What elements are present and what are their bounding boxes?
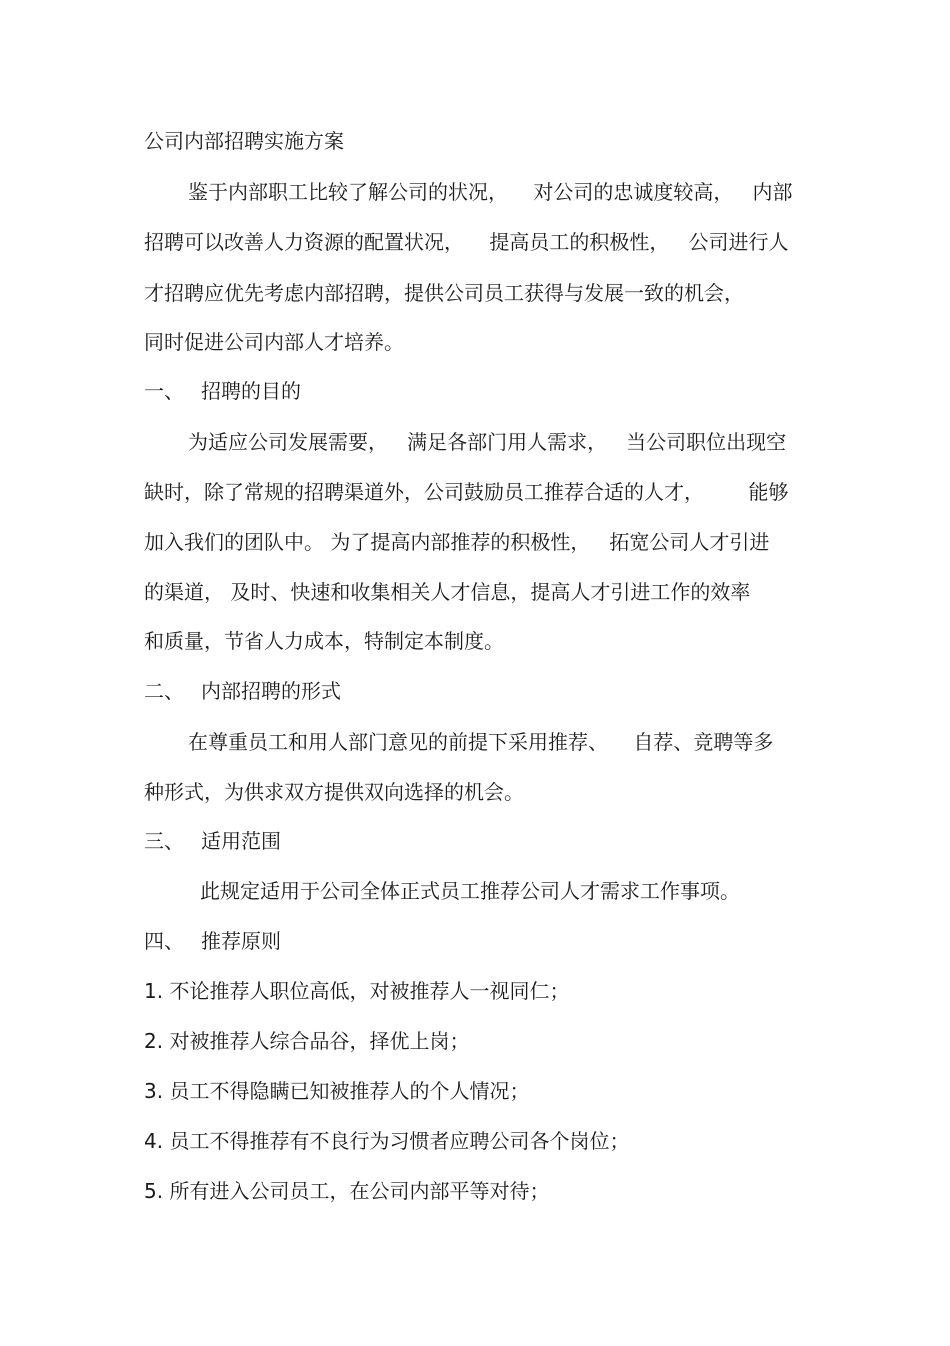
section-heading: 适用范围 [201,829,281,853]
section-number: 二、 [144,679,184,703]
paragraph-line: 的渠道， 及时、快速和收集相关人才信息，提高人才引进工作的效率 [144,580,751,604]
intro-line: 鉴于内部职工比较了解公司的状况， 对公司的忠诚度较高， 内部 [188,180,793,204]
intro-line: 同时促进公司内部人才培养。 [144,330,404,354]
paragraph-line: 此规定适用于公司全体正式员工推荐公司人才需求工作事项。 [200,879,740,903]
intro-line: 才招聘应优先考虑内部招聘，提供公司员工获得与发展一致的机会， [144,281,744,305]
paragraph-line: 缺时，除了常规的招聘渠道外，公司鼓励员工推荐合适的人才， 能够 [144,480,789,504]
section-heading: 推荐原则 [201,929,281,953]
list-item: 5. 所有进入公司员工，在公司内部平等对待； [144,1179,550,1203]
list-item: 2. 对被推荐人综合品谷，择优上岗； [144,1029,470,1053]
list-item: 1. 不论推荐人职位高低，对被推荐人一视同仁； [144,979,570,1003]
list-item: 4. 员工不得推荐有不良行为习惯者应聘公司各个岗位； [144,1129,630,1153]
section-heading: 招聘的目的 [201,379,301,403]
document-title: 公司内部招聘实施方案 [144,129,344,153]
paragraph-line: 在尊重员工和用人部门意见的前提下采用推荐、 自荐、竞聘等多 [188,730,774,754]
paragraph-line: 加入我们的团队中。 为了提高内部推荐的积极性， 拓宽公司人才引进 [144,530,770,554]
section-heading: 内部招聘的形式 [201,679,341,703]
paragraph-line: 为适应公司发展需要， 满足各部门用人需求， 当公司职位出现空 [188,430,787,454]
list-item: 3. 员工不得隐瞒已知被推荐人的个人情况； [144,1079,530,1103]
section-number: 四、 [144,929,184,953]
section-number: 一、 [144,379,184,403]
paragraph-line: 和质量，节省人力成本，特制定本制度。 [144,629,504,653]
paragraph-line: 种形式，为供求双方提供双向选择的机会。 [144,780,524,804]
section-number: 三、 [144,829,184,853]
intro-line: 招聘可以改善人力资源的配置状况， 提高员工的积极性， 公司进行人 [144,230,789,254]
